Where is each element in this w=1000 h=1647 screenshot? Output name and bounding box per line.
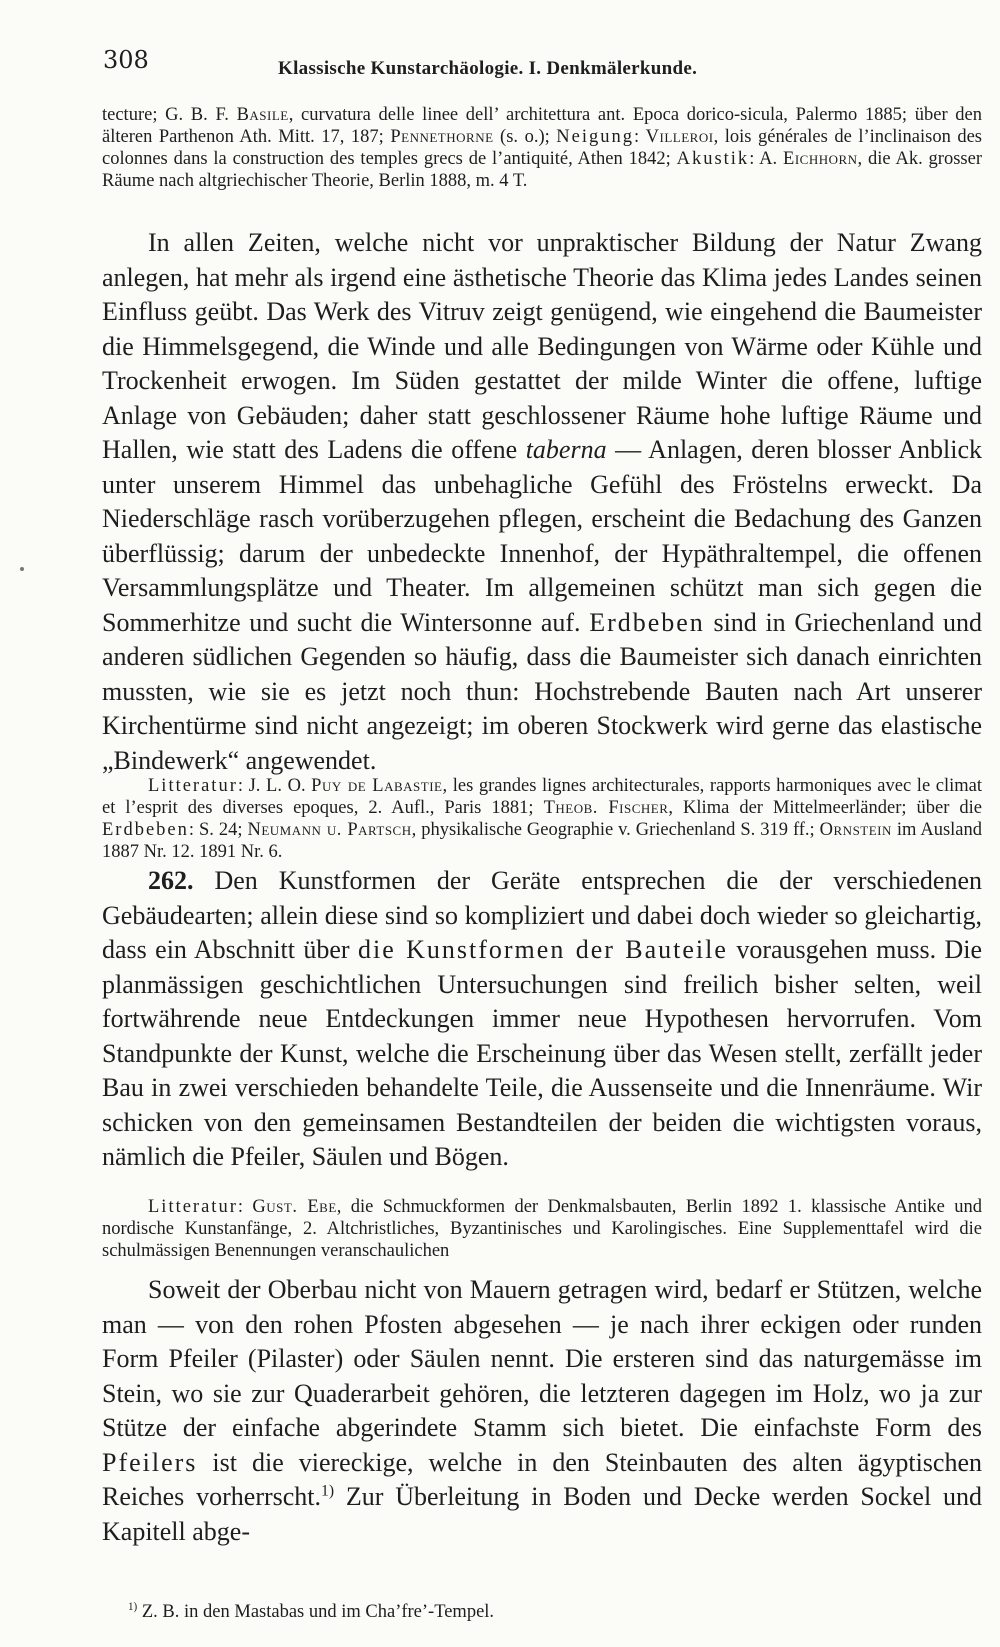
footnote-text: Z. B. in den Mastabas und im Cha’fre’-Tempel. <box>137 1602 495 1622</box>
references-continued: tecture; G. B. F. Basile, curvatura delle linee dell’ architettura ant. Epoca dorico-sicula, Palermo 1885; über den älteren Parthenon Ath. Mitt. 17, 187; Pennethorne (s. o.); Neigung: Villeroi, lois générales de l’inclinaison des colonnes dans la construction des temples grecs de l’antiquité, Athen 1842; Akustik: A. Eichhorn, die Ak. grosser Räume nach altgriechischer Theorie, Berlin 1888, m. 4 T. <box>102 105 983 191</box>
paragraph-262: 262. Den Kunstformen der Geräte entsprechen die der verschiedenen Gebäudearten; allein diese sind so kompliziert und dabei doch wieder so gleichartig, dass ein Abschnitt über die Kunstformen der Bauteile vorausgehen muss. Die planmässigen geschichtlichen Untersuchungen sind freilich bisher selten, weil fortwährende neue Entdeckungen immer neue Hypothesen hervorrufen. Vom Standpunkte der Kunst, welche die Erscheinung über das Wesen stellt, zerfällt jeder Bau in zwei verschieden behandelte Teile, die Aussenseite und die Innenräume. Wir schicken von den gemeinsamen Bestandteilen der beiden die wichtigsten voraus, nämlich die Pfeiler, Säulen und Bögen. <box>102 866 982 1171</box>
footnote-reference: 1) <box>321 1482 335 1500</box>
page-number: 308 <box>103 46 149 74</box>
running-title: Klassische Kunstarchäologie. I. Denkmälerkunde. <box>278 58 698 79</box>
literature-climate: Litteratur: J. L. O. Puy de Labastie, les grandes lignes architecturales, rapports harmoniques avec le climat et l’esprit des diverses epoques, 2. Aufl., Paris 1881; Theob. Fischer, Klima der Mittelmeerländer; über die Erdbeben: S. 24; Neumann u. Partsch, physikalische Geographie v. Griechenland S. 319 ff.; Ornstein im Ausland 1887 Nr. 12. 1891 Nr. 6. <box>102 776 983 862</box>
literature-ebe: Litteratur: Gust. Ebe, die Schmuckformen der Denkmalsbauten, Berlin 1892 1. klassische Antike und nordische Kunstanfänge, 2. Altchristliches, Byzantinisches und Karolingisches. Eine Supplementtafel wird die schulmässigen Benennungen veranschaulichen <box>102 1197 983 1261</box>
paragraph-climate: In allen Zeiten, welche nicht vor unpraktischer Bildung der Natur Zwang anlegen, hat mehr als irgend eine ästhetische Theorie das Klima jedes Landes seinen Einfluss geübt. Das Werk des Vitruv zeigt genügend, wie eingehend die Baumeister die Himmelsgegend, die Winde und alle Bedingungen von Wärme oder Kühle und Trockenheit erwogen. Im Süden gestattet der milde Winter die offene, luftige Anlage von Gebäuden; daher statt geschlossener Räume hohe luftige Räume und Hallen, wie statt des Ladens die offene taberna — Anlagen, deren blosser Anblick unter unserem Himmel das unbehagliche Gefühl des Fröstelns erweckt. Da Niederschläge rasch vorüberzugehen pflegen, erscheint die Bedachung des Ganzen überflüssig; darum der unbedeckte Innenhof, der Hypäthraltempel, die offenen Versammlungsplätze und Theater. Im allgemeinen schützt man sich gegen die Sommerhitze und sucht die Wintersonne auf. Erdbeben sind in Griechenland und anderen südlichen Gegenden so häufig, dass die Baumeister sich danach einrichten mussten, wie sie es jetzt noch thun: Hochstrebende Bauten nach Art unserer Kirchentürme sind nicht angezeigt; im oberen Stockwerk wird gerne das elastische „Bindewerk“ angewendet. <box>102 228 983 775</box>
section-number: 262. <box>148 866 194 895</box>
footnote <box>128 1602 494 1623</box>
footnote-mark: 1) <box>128 1600 138 1613</box>
page-speck <box>20 567 24 571</box>
page-header <box>103 46 833 86</box>
paragraph-supports: Soweit der Oberbau nicht von Mauern getragen wird, bedarf er Stützen, welche man — von den rohen Pfosten abgesehen — je nach ihrer eckigen oder runden Form Pfeiler (Pilaster) oder Säulen nennt. Die ersteren sind das naturgemässe im Stein, wo sie zur Quaderarbeit gehören, die letzteren dagegen im Holz, wo ja zur Stütze der einfache abgerindete Stamm sich bietet. Die einfachste Form des Pfeilers ist die viereckige, welche in den Steinbauten des alten ägyptischen Reiches vorherrscht.$^{1)}$ Zur Überleitung in Boden und Decke werden Sockel und Kapitell abge- <box>102 1275 982 1546</box>
